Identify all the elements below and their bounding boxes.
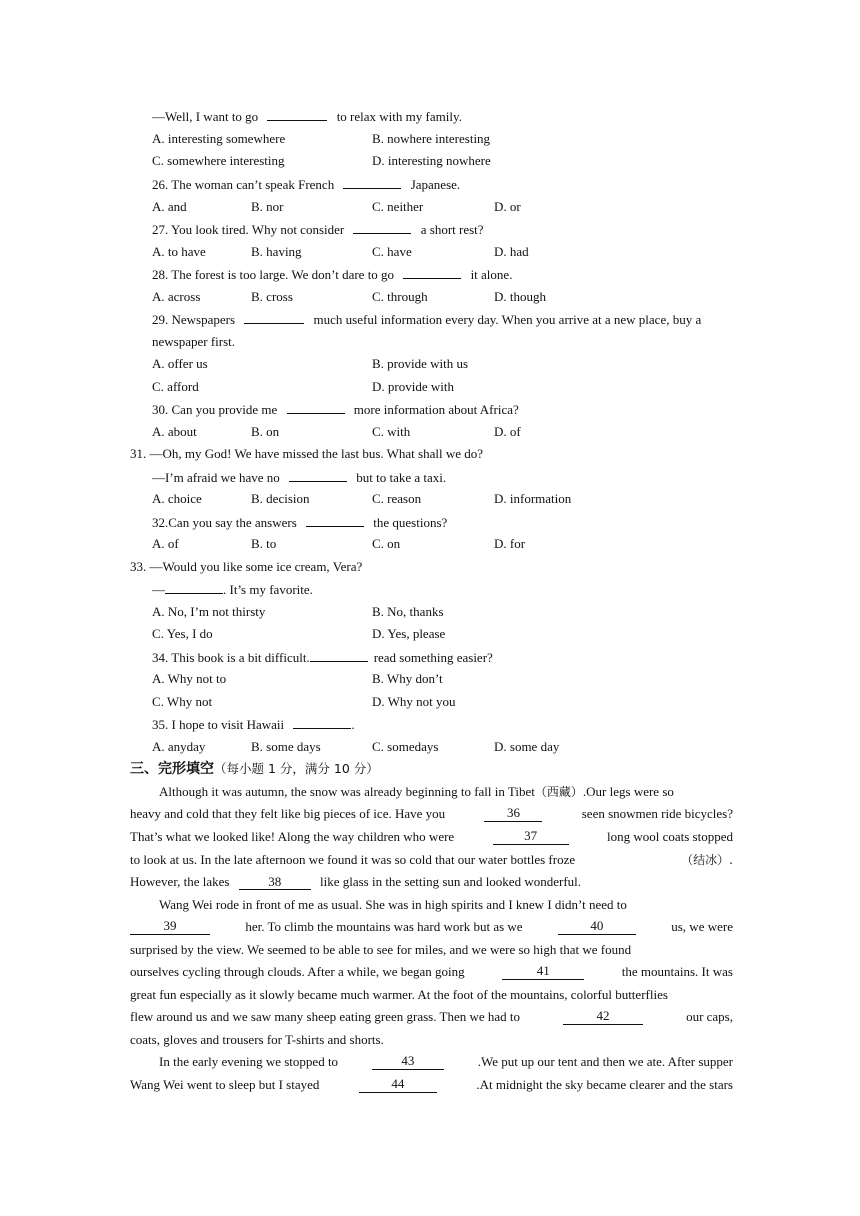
passage-text: seen snowmen ride bicycles? [581, 806, 733, 821]
q34-option-b: B. Why don’t [372, 671, 443, 686]
q34-option-a: A. Why not to [152, 671, 227, 686]
q33-stem: 33. —Would you like some ice cream, Vera? [130, 559, 363, 574]
q26-option-c: C. neither [372, 199, 424, 214]
q31-stem: 31. —Oh, my God! We have missed the last bus. What shall we do? [130, 446, 484, 461]
q27-stem-start: 27. You look tired. Why not consider [152, 222, 345, 237]
passage-line [130, 829, 733, 845]
q25-option-a: A. interesting somewhere [152, 131, 286, 146]
q29-option-d: D. provide with [372, 379, 454, 394]
q27-option-c: C. have [372, 244, 412, 259]
answer-blank [267, 108, 327, 121]
q30-option-b: B. on [251, 424, 280, 439]
cloze-blank-44: 44 [359, 1077, 437, 1093]
q31-option-c: C. reason [372, 491, 422, 506]
q28-stem [152, 266, 512, 283]
q31-reply [152, 469, 446, 486]
q32-stem-end: the questions? [373, 515, 448, 530]
cloze-blank-38: 38 [239, 875, 311, 890]
passage-text: coats, gloves and trousers for T-shirts and shorts. [130, 1032, 384, 1047]
q25-option-d: D. interesting nowhere [372, 153, 491, 168]
passage-text: the mountains. It was [621, 964, 733, 979]
passage-line [130, 1009, 733, 1025]
q33-option-a: A. No, I’m not thirsty [152, 604, 266, 619]
q29-option-a: A. offer us [152, 356, 208, 371]
q33-reply [152, 581, 313, 598]
q35-option-c: C. somedays [372, 739, 439, 754]
passage-text: long wool coats stopped [606, 829, 733, 844]
cloze-blank-40: 40 [558, 919, 636, 935]
q25-reply-start: —Well, I want to go [152, 109, 259, 124]
passage-line [130, 919, 733, 935]
q30-stem-start: 30. Can you provide me [152, 402, 278, 417]
answer-blank [293, 716, 351, 729]
q31-option-b: B. decision [251, 491, 310, 506]
passage-text: However, the lakes [130, 874, 230, 889]
section-heading [130, 761, 379, 777]
q30-option-c: C. with [372, 424, 411, 439]
passage-text: us, we were [671, 919, 733, 934]
passage-text: .At midnight the sky became clearer and the stars [476, 1077, 733, 1092]
cloze-blank-37: 37 [493, 829, 569, 845]
q35-option-a: A. anyday [152, 739, 206, 754]
answer-blank [306, 514, 364, 527]
passage-text: like glass in the setting sun and looked wonderful. [319, 874, 582, 889]
q32-option-d: D. for [494, 536, 526, 551]
q25-reply [152, 108, 462, 125]
cloze-blank-43: 43 [372, 1054, 444, 1070]
section-title: 三、完形填空 [130, 761, 214, 777]
q31-option-d: D. information [494, 491, 572, 506]
q28-option-b: B. cross [251, 289, 293, 304]
passage-line [130, 806, 733, 822]
q33-option-d: D. Yes, please [372, 626, 446, 641]
q27-option-b: B. having [251, 244, 302, 259]
passage-text: Wang Wei rode in front of me as usual. She was in high spirits and I knew I didn’t need to [159, 897, 627, 912]
passage-text: In the early evening we stopped to [159, 1054, 339, 1069]
q29-stem-start: 29. Newspapers [152, 312, 236, 327]
passage-line [159, 897, 733, 913]
answer-blank [287, 401, 345, 414]
q35-stem-start: 35. I hope to visit Hawaii [152, 717, 285, 732]
passage-line [159, 784, 674, 800]
answer-blank [353, 221, 411, 234]
q27-stem [152, 221, 484, 238]
q33-reply-end: . It’s my favorite. [223, 582, 313, 597]
q31-reply-start: —I’m afraid we have no [152, 470, 280, 485]
passage-text: our caps, [686, 1009, 733, 1024]
passage-text: flew around us and we saw many sheep eating green grass. Then we had to [130, 1009, 520, 1024]
q25-reply-end: to relax with my family. [336, 109, 462, 124]
q31-option-a: A. choice [152, 491, 202, 506]
passage-line [130, 1032, 384, 1048]
q28-stem-start: 28. The forest is too large. We don’t dare to go [152, 267, 395, 282]
q34-stem [152, 649, 493, 666]
q25-option-b: B. nowhere interesting [372, 131, 491, 146]
passage-text: heavy and cold that they felt like big pieces of ice. Have you [130, 806, 446, 821]
q35-stem [152, 716, 355, 733]
cloze-blank-36: 36 [484, 806, 542, 822]
q25-option-c: C. somewhere interesting [152, 153, 285, 168]
passage-text: Wang Wei went to sleep but I stayed [130, 1077, 320, 1092]
q34-stem-start: 34. This book is a bit difficult. [152, 650, 310, 665]
passage-text: .We put up our tent and then we ate. After supper [477, 1054, 733, 1069]
q30-option-a: A. about [152, 424, 197, 439]
q29-option-c: C. afford [152, 379, 199, 394]
q29-option-b: B. provide with us [372, 356, 469, 371]
answer-blank [310, 649, 368, 662]
q30-option-d: D. of [494, 424, 521, 439]
passage-text: great fun especially as it slowly became much warmer. At the foot of the mountains, colorful butterflies [130, 987, 668, 1002]
passage-text: .Our legs were so [582, 784, 674, 799]
q33-option-c: C. Yes, I do [152, 626, 213, 641]
cloze-blank-39: 39 [130, 919, 210, 935]
q26-option-a: A. and [152, 199, 187, 214]
cloze-blank-42: 42 [563, 1009, 643, 1025]
q27-stem-end: a short rest? [420, 222, 484, 237]
passage-line [130, 964, 733, 980]
passage-text: surprised by the view. We seemed to be able to see for miles, and we were so high that we found [130, 942, 632, 957]
q28-option-a: A. across [152, 289, 201, 304]
answer-blank [289, 469, 347, 482]
q28-option-c: C. through [372, 289, 428, 304]
chinese-gloss: （结冰）. [681, 853, 733, 867]
answer-blank [343, 176, 401, 189]
answer-blank [244, 311, 304, 324]
q29-stem-continued: newspaper first. [152, 334, 236, 349]
q29-stem [152, 311, 701, 328]
q29-stem-end: much useful information every day. When you arrive at a new place, buy a [313, 312, 702, 327]
passage-text: That’s what we looked like! Along the way children who were [130, 829, 455, 844]
q26-stem [152, 176, 460, 193]
q30-stem-end: more information about Africa? [353, 402, 519, 417]
q32-stem [152, 514, 447, 531]
q32-option-b: B. to [251, 536, 277, 551]
passage-line [130, 1077, 733, 1093]
q34-option-d: D. Why not you [372, 694, 456, 709]
q32-stem-start: 32.Can you say the answers [152, 515, 297, 530]
q28-stem-end: it alone. [470, 267, 513, 282]
answer-blank [403, 266, 461, 279]
q32-option-c: C. on [372, 536, 401, 551]
answer-blank [165, 581, 223, 594]
q31-reply-end: but to take a taxi. [356, 470, 447, 485]
cloze-blank-41: 41 [502, 964, 584, 980]
q27-option-d: D. had [494, 244, 529, 259]
q35-option-b: B. some days [251, 739, 321, 754]
passage-text: Although it was autumn, the snow was already beginning to fall in Tibet [159, 784, 535, 799]
q34-stem-end: read something easier? [373, 650, 493, 665]
q30-stem [152, 401, 519, 418]
q35-option-d: D. some day [494, 739, 560, 754]
q34-option-c: C. Why not [152, 694, 213, 709]
passage-text: her. To climb the mountains was hard work but as we [245, 919, 523, 934]
passage-text: to look at us. In the late afternoon we found it was so cold that our water bottles froze [130, 852, 576, 867]
passage-line [130, 942, 733, 958]
q26-option-b: B. nor [251, 199, 284, 214]
q28-option-d: D. though [494, 289, 546, 304]
passage-line [130, 987, 733, 1003]
q35-stem-end: . [351, 717, 355, 732]
passage-text: ourselves cycling through clouds. After a while, we began going [130, 964, 465, 979]
passage-line [159, 1054, 733, 1070]
chinese-gloss: （西藏） [534, 785, 583, 799]
q27-option-a: A. to have [152, 244, 206, 259]
passage-line [130, 874, 581, 890]
q26-stem-start: 26. The woman can’t speak French [152, 177, 335, 192]
section-scoring-note: （每小题 1 分，满分 10 分） [214, 761, 379, 776]
q26-option-d: D. or [494, 199, 521, 214]
q33-reply-start: — [152, 582, 165, 597]
q32-option-a: A. of [152, 536, 179, 551]
q33-option-b: B. No, thanks [372, 604, 444, 619]
q26-stem-end: Japanese. [410, 177, 461, 192]
passage-line [130, 852, 733, 868]
